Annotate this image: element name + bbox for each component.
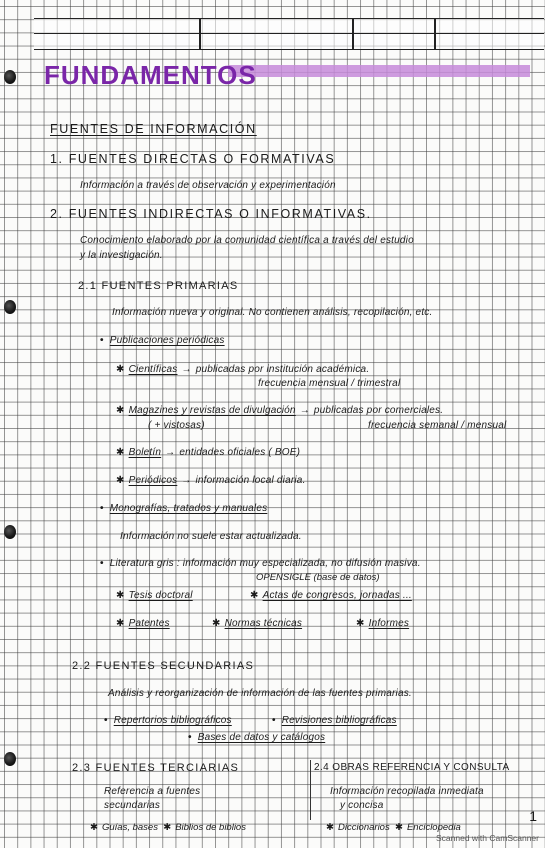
list-item-desc: frecuencia mensual / trimestral [258, 378, 401, 389]
s24-heading: 2.4 OBRAS REFERENCIA Y CONSULTA [314, 762, 510, 773]
header-table [34, 18, 544, 50]
punch-hole-icon [4, 70, 16, 84]
list-item: ✱ Magazines y revistas de divulgación → publicadas por comerciales. [116, 405, 444, 416]
s2-text2: y la investigación. [80, 250, 163, 261]
s21-heading: 2.1 FUENTES PRIMARIAS [78, 280, 239, 292]
s23-heading: 2.3 FUENTES TERCIARIAS [72, 762, 240, 774]
s24-bottom: ✱ Diccionarios ✱ Enciclopedia [326, 822, 461, 833]
s21-intro: Información nueva y original. No contienen análisis, recopilación, etc. [112, 307, 433, 318]
list-item: • Literatura gris : información muy especializada, no difusión masiva. [100, 558, 421, 569]
s22-heading: 2.2 FUENTES SECUNDARIAS [72, 660, 255, 672]
column-divider [310, 760, 311, 820]
s1-text: Información a través de observación y experimentación [80, 180, 336, 191]
list-item-desc: OPENSIGLE (base de datos) [256, 572, 380, 583]
page-title: FUNDAMENTOS [44, 60, 257, 90]
title-highlight [228, 65, 530, 77]
punch-hole-icon [4, 752, 16, 766]
list-item: • Monografías, tratados y manuales [100, 503, 267, 514]
list-item: ✱ Normas técnicas [212, 618, 303, 629]
page-number: 1 [529, 808, 537, 824]
punch-hole-icon [4, 300, 16, 314]
punch-hole-icon [4, 525, 16, 539]
section-title: FUENTES DE INFORMACIÓN [50, 122, 257, 136]
s23-bottom: ✱ Guías, bases ✱ Biblios de biblios [90, 822, 246, 833]
s24-desc2: y concisa [340, 800, 384, 811]
list-item-desc: Información no suele estar actualizada. [120, 531, 302, 542]
s2-heading: 2. FUENTES INDIRECTAS O INFORMATIVAS. [50, 207, 372, 221]
list-item: • Publicaciones periódicas [100, 335, 225, 346]
scanner-footer: Scanned with CamScanner [435, 833, 539, 843]
s1-heading: 1. FUENTES DIRECTAS O FORMATIVAS [50, 152, 336, 166]
s2-text1: Conocimiento elaborado por la comunidad científica a través del estudio [80, 235, 414, 246]
list-item: ✱ Patentes [116, 618, 170, 629]
s23-desc1: Referencia a fuentes [104, 786, 201, 797]
list-item: ✱ Informes [356, 618, 410, 629]
list-item: ✱ Actas de congresos, jornadas ... [250, 590, 412, 601]
list-item: • Repertorios bibliográficos [104, 715, 232, 726]
list-item: • Revisiones bibliográficas [272, 715, 397, 726]
s22-desc: Análisis y reorganización de información de las fuentes primarias. [108, 688, 412, 699]
list-item: ✱ Boletín → entidades oficiales ( BOE) [116, 447, 301, 458]
list-item-note: ( + vistosas) [148, 420, 205, 431]
s24-desc1: Información recopilada inmediata [330, 786, 484, 797]
list-item: • Bases de datos y catálogos [188, 732, 325, 743]
list-item: ✱ Científicas → publicadas por institución académica. [116, 364, 370, 375]
list-item: ✱ Tesis doctoral [116, 590, 193, 601]
s23-desc2: secundarias [104, 800, 161, 811]
list-item-desc: frecuencia semanal / mensual [368, 420, 507, 431]
list-item: ✱ Periódicos → información local diaria. [116, 475, 306, 486]
